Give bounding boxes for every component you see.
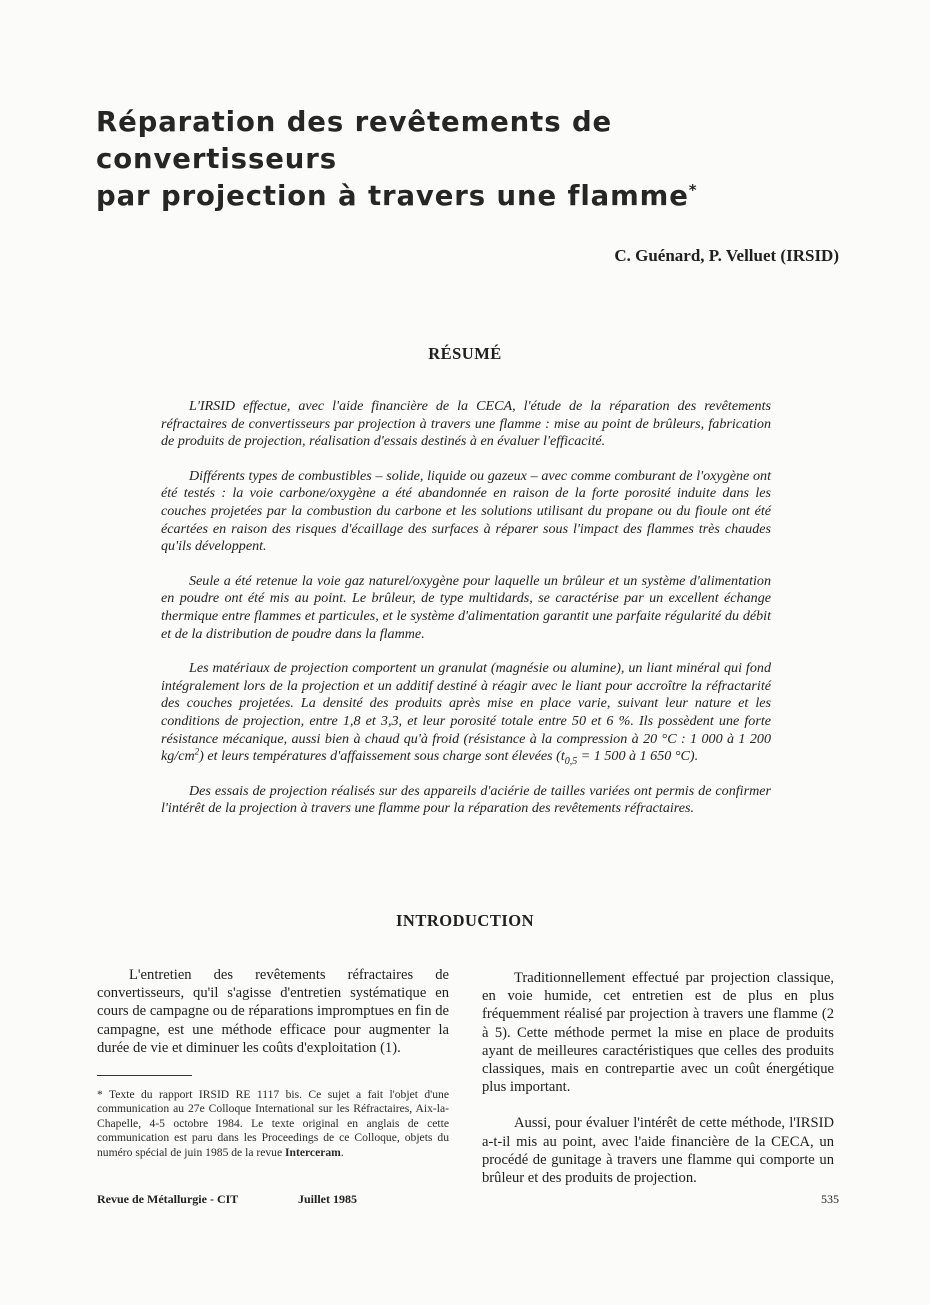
title-line-2: par projection à travers une flamme	[96, 180, 689, 212]
resume-paragraph-1: L'IRSID effectue, avec l'aide financière de la CECA, l'étude de la réparation des revêtements réfractaires de convertisseurs par projection à travers une flamme : mise au point de brûleurs, fabrication de produits de projection, réalisation d'essais destinés à en évaluer l'efficacité.	[161, 398, 771, 450]
intro-right-paragraph-1: Traditionnellement effectué par projection classique, en voie humide, cet entretien est de plus en plus fréquemment réalisé par projection à travers une flamme (2 à 5). Cette méthode permet la mise en place de produits ayant de meilleures caractéristiques que celles des produits classiques, mais en contrepartie avec un coût énergétique plus important.	[482, 970, 834, 1096]
intro-right-paragraph-2: Aussi, pour évaluer l'intérêt de cette méthode, l'IRSID a-t-il mis au point, avec l'aide financière de la CECA, un procédé de gunitage à travers une flamme qui comporte un brûleur et des produits de projection.	[482, 1115, 834, 1187]
footnote	[97, 1088, 449, 1160]
footnote-text: * Texte du rapport IRSID RE 1117 bis. Ce sujet a fait l'objet d'une communication au 27e Colloque International sur les Réfractaires, Aix-la-Chapelle, 4-5 octobre 1984. Le texte original en anglais de cette communication est paru dans les Proceedings de ce Colloque, objets du numéro spécial de juin 1985 de la revue	[97, 1088, 449, 1159]
resume-paragraph-5: Des essais de projection réalisés sur des appareils d'aciérie de tailles variées ont permis de confirmer l'intérêt de la projection à travers une flamme pour la réparation des revêtements réfractaires.	[161, 782, 771, 817]
introduction-left-column	[97, 966, 449, 1057]
introduction-right-column	[482, 969, 834, 1187]
footnote-end: .	[340, 1145, 344, 1159]
article-title	[96, 104, 856, 215]
page-number: 535	[821, 1192, 839, 1206]
resume-p4-text-c: = 1 500 à 1 650 °C).	[577, 748, 699, 765]
resume-p4-text-a: Les matériaux de projection comportent un granulat (magnésie ou alumine), un liant minéral qui fond intégralement lors de la projection et un additif destiné à réagir avec le liant pour accroître la réfractarité des couches projetées. La densité des produits après mise en place varie, suivant leur nature et les conditions de projection, entre 1,8 et 3,3, et leur porosité totale entre 50 et 6 %. Ils possèdent une forte résistance mécanique, aussi bien à chaud qu'à froid (résistance à la compression à 20 °C : 1 000 à 1 200 kg/cm	[161, 660, 771, 765]
introduction-heading: INTRODUCTION	[395, 911, 535, 930]
resume-paragraph-4	[161, 660, 771, 766]
title-footnote-marker: *	[688, 180, 698, 199]
authors: C. Guénard, P. Velluet (IRSID)	[614, 246, 839, 265]
footer-date: Juillet 1985	[298, 1192, 357, 1206]
resume-p4-subscript: 0,5	[564, 755, 578, 767]
resume-paragraph-3: Seule a été retenue la voie gaz naturel/oxygène pour laquelle un brûleur et un système d'alimentation en poudre ont été mis au point. Le brûleur, de type multidards, se caractérise par un excellent échange thermique entre flammes et particules, et le système d'alimentation garantit une parfaite régularité du débit et de la distribution de poudre dans la flamme.	[161, 572, 771, 642]
resume-p4-superscript: 2	[194, 746, 200, 757]
footnote-journal-name: Interceram	[285, 1145, 341, 1159]
title-line-1: Réparation des revêtements de convertisseurs	[96, 106, 613, 175]
footnote-divider	[97, 1075, 192, 1076]
resume-abstract	[161, 398, 771, 835]
footer-journal: Revue de Métallurgie - CIT	[97, 1192, 239, 1206]
resume-p4-text-b: ) et leurs températures d'affaissement sous charge sont élevées (t	[199, 748, 565, 765]
resume-paragraph-2: Différents types de combustibles – solide, liquide ou gazeux – avec comme comburant de l'oxygène ont été testés : la voie carbone/oxygène a été abandonnée en raison de la forte porosité induite dans les couches projetées par la combustion du carbone et les solutions utilisant du propane ou du fioule ont été écartées en raison des risques d'écaillage des surfaces à réparer sous l'impact des flammes très chaudes qu'ils développent.	[161, 467, 771, 555]
intro-left-paragraph-1: L'entretien des revêtements réfractaires de convertisseurs, qu'il s'agisse d'entretien systématique en cours de campagne ou de réparations impromptues en fin de campagne, est une méthode efficace pour augmenter la durée de vie et diminuer les coûts d'exploitation (1).	[97, 967, 449, 1056]
resume-heading: RÉSUMÉ	[428, 344, 502, 363]
